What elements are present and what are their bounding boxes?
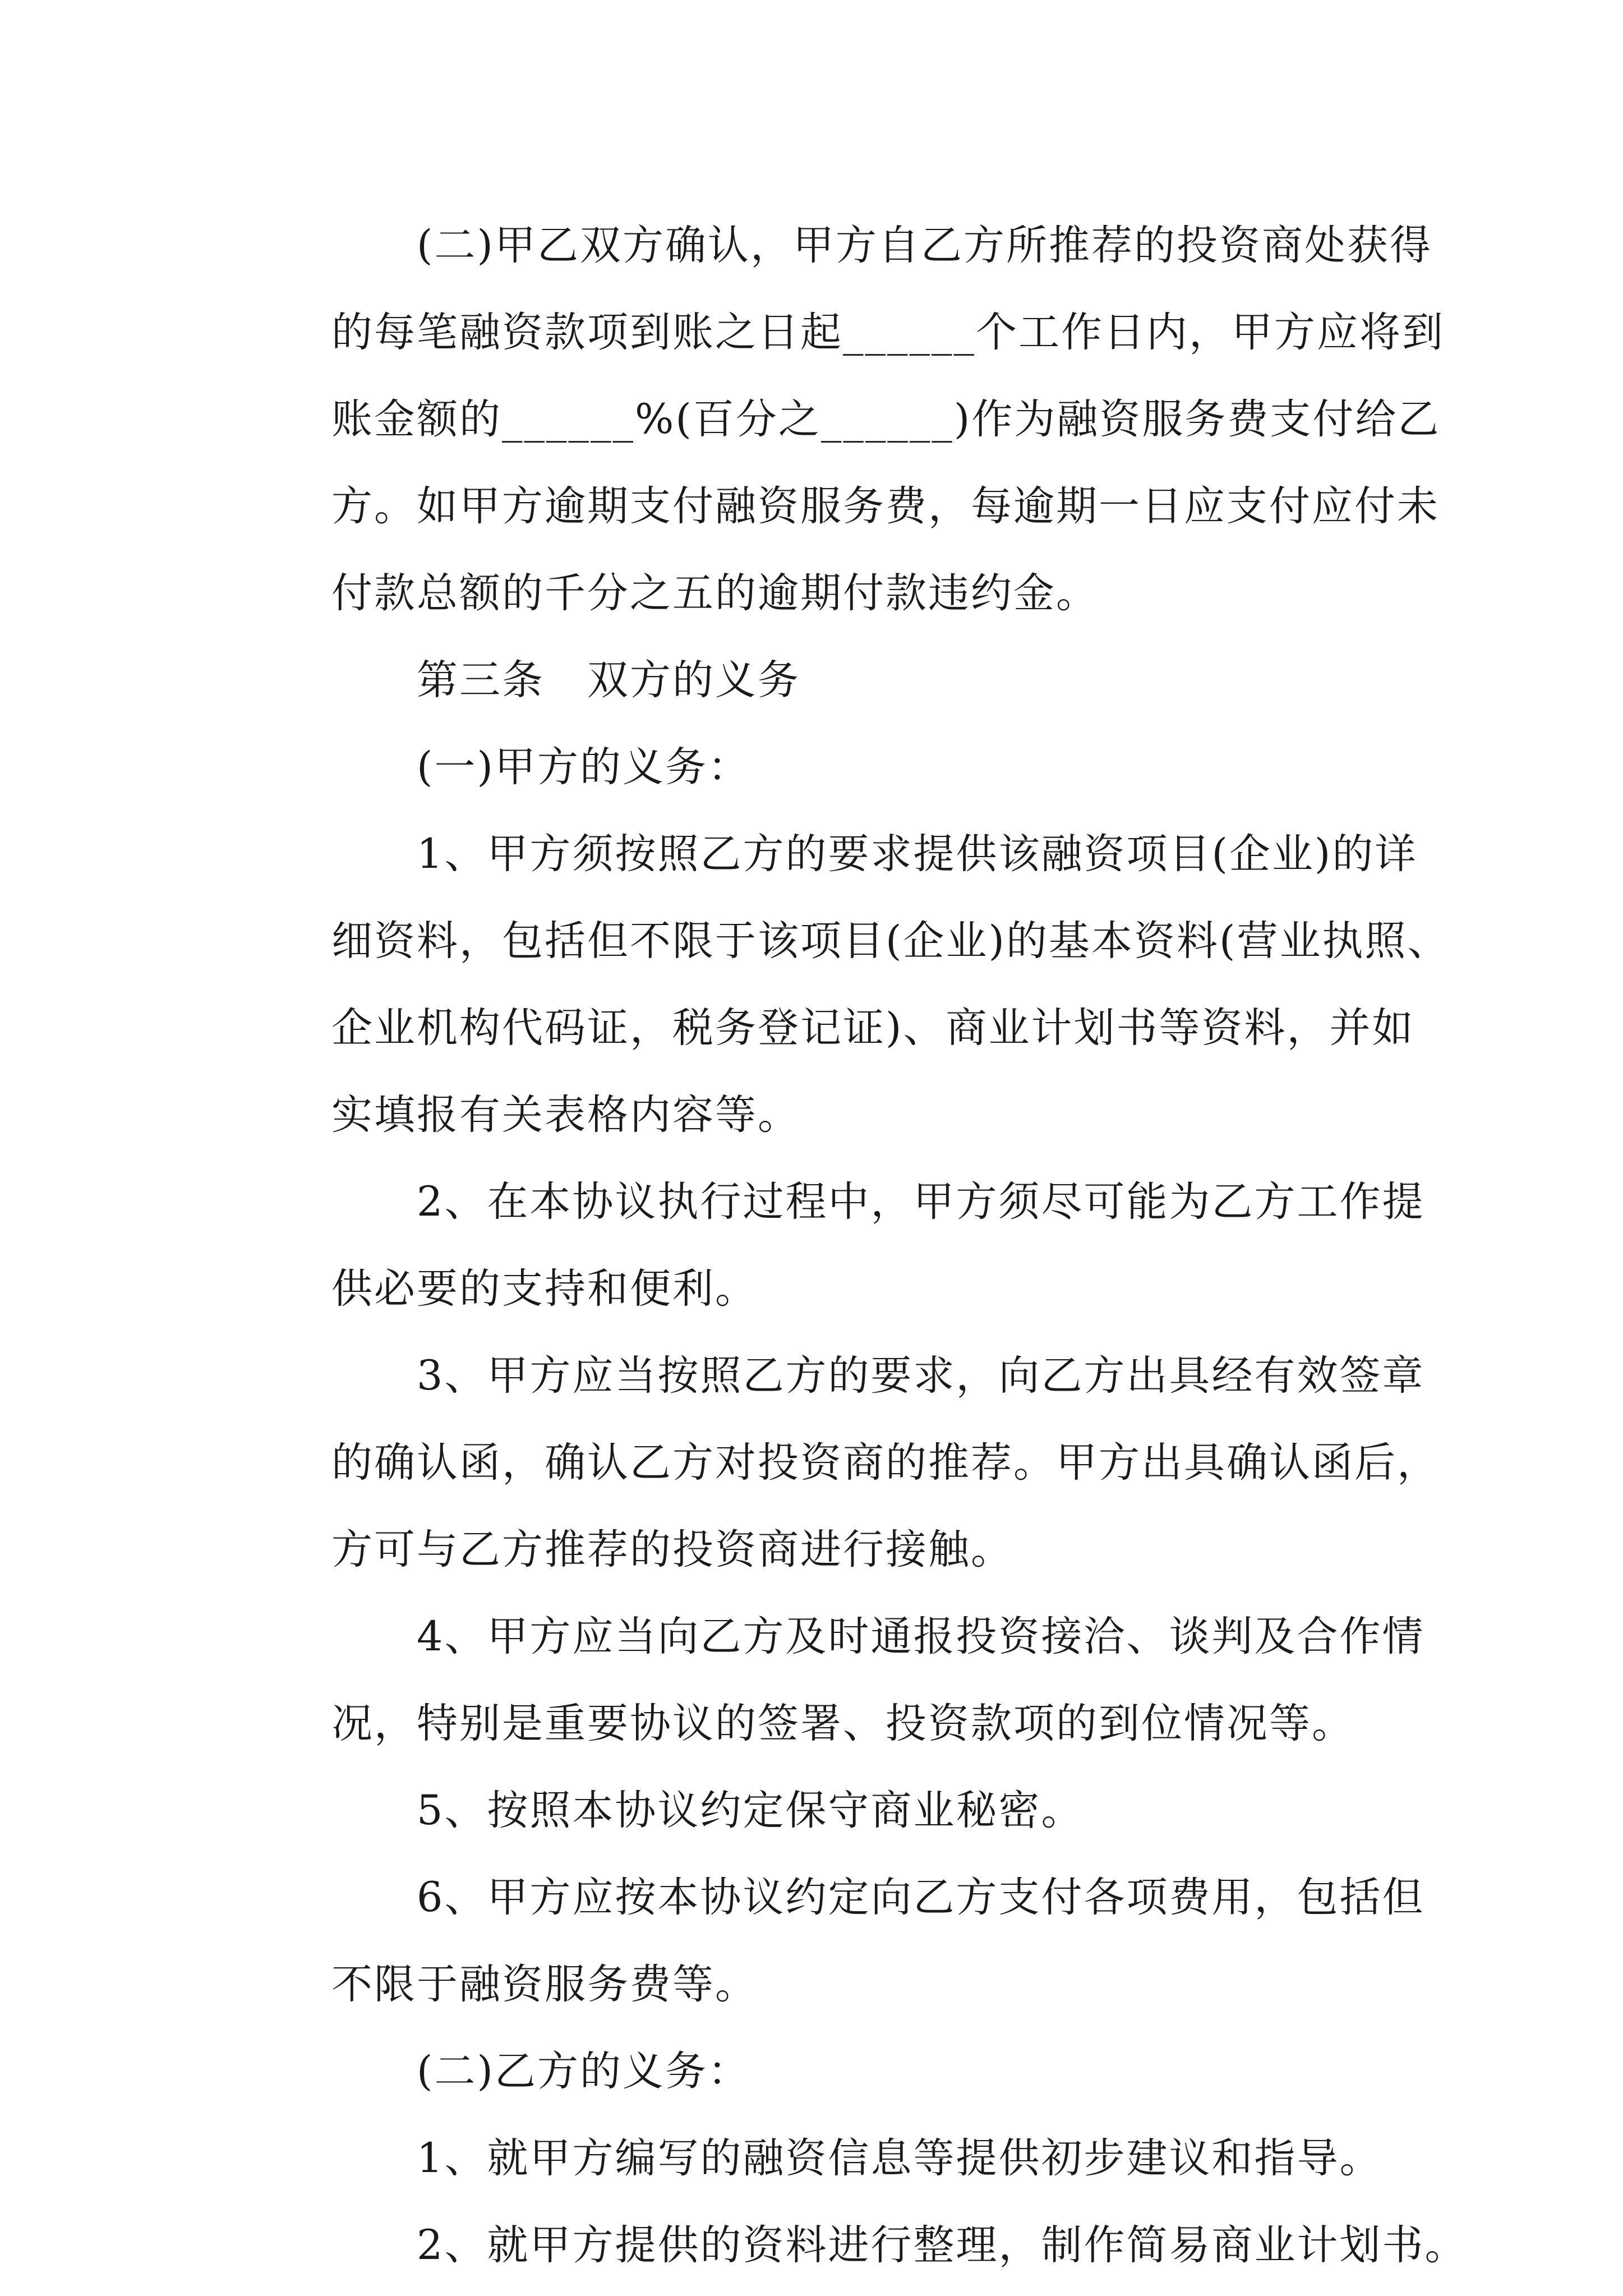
text-line: 2、在本协议执行过程中，甲方须尽可能为乙方工作提 [417,1178,1425,1226]
party-b-item-1 [250,2115,1382,2202]
text-line: 的确认函，确认乙方对投资商的推荐。甲方出具确认函后， [331,1439,1440,1487]
party-a-item-4 [250,1593,1425,1767]
text-line: 方可与乙方推荐的投资商进行接触。 [331,1526,1013,1573]
paragraph-service-fee [250,202,1445,637]
text-line: 企业机构代码证，税务登记证)、商业计划书等资料，并如 [331,1004,1415,1052]
text-line: 供必要的支持和便利。 [331,1265,758,1313]
heading-line: (一)甲方的义务： [417,743,750,791]
text-line: 不限于融资服务费等。 [331,1961,758,2008]
party-a-item-5 [250,1767,1382,1854]
party-a-item-6 [250,1854,1425,2028]
text-line: 实填报有关表格内容等。 [331,1091,800,1139]
party-a-item-3 [250,1332,1440,1593]
text-line: 4、甲方应当向乙方及时通报投资接洽、谈判及合作情 [417,1613,1425,1660]
text-line: 6、甲方应按本协议约定向乙方支付各项费用，包括但 [417,1874,1425,1921]
party-a-item-1 [250,811,1450,1158]
party-b-item-2 [250,2202,1468,2289]
party-b-obligations-heading [250,2028,1382,2115]
party-a-obligations-heading [250,724,1382,811]
text-line: 1、甲方须按照乙方的要求提供该融资项目(企业)的详 [417,830,1418,878]
text-line: 2、就甲方提供的资料进行整理，制作简易商业计划书。 [417,2221,1468,2269]
heading-line: 第三条 双方的义务 [417,656,800,704]
text-line: 3、甲方应当按照乙方的要求，向乙方出具经有效签章 [417,1352,1425,1400]
text-line: 1、就甲方编写的融资信息等提供初步建议和指导。 [417,2134,1382,2182]
text-line: 账金额的______%(百分之______)作为融资服务费支付给乙 [331,395,1441,443]
text-line: 细资料，包括但不限于该项目(企业)的基本资料(营业执照、 [331,917,1450,965]
text-line: 方。如甲方逾期支付融资服务费，每逾期一日应支付应付未 [331,482,1440,530]
text-line: 况，特别是重要协议的签署、投资款项的到位情况等。 [331,1700,1354,1747]
party-a-item-2 [250,1158,1425,1332]
text-line: 的每笔融资款项到账之日起______个工作日内，甲方应将到 [331,309,1445,356]
text-line: 付款总额的千分之五的逾期付款违约金。 [331,569,1099,617]
text-line: 5、按照本协议约定保守商业秘密。 [417,1787,1084,1834]
heading-line: (二)乙方的义务： [417,2047,750,2095]
text-line: (二)甲乙双方确认，甲方自乙方所推荐的投资商处获得 [417,222,1432,269]
article-3-heading [250,637,1382,724]
document-page [250,202,1468,2289]
